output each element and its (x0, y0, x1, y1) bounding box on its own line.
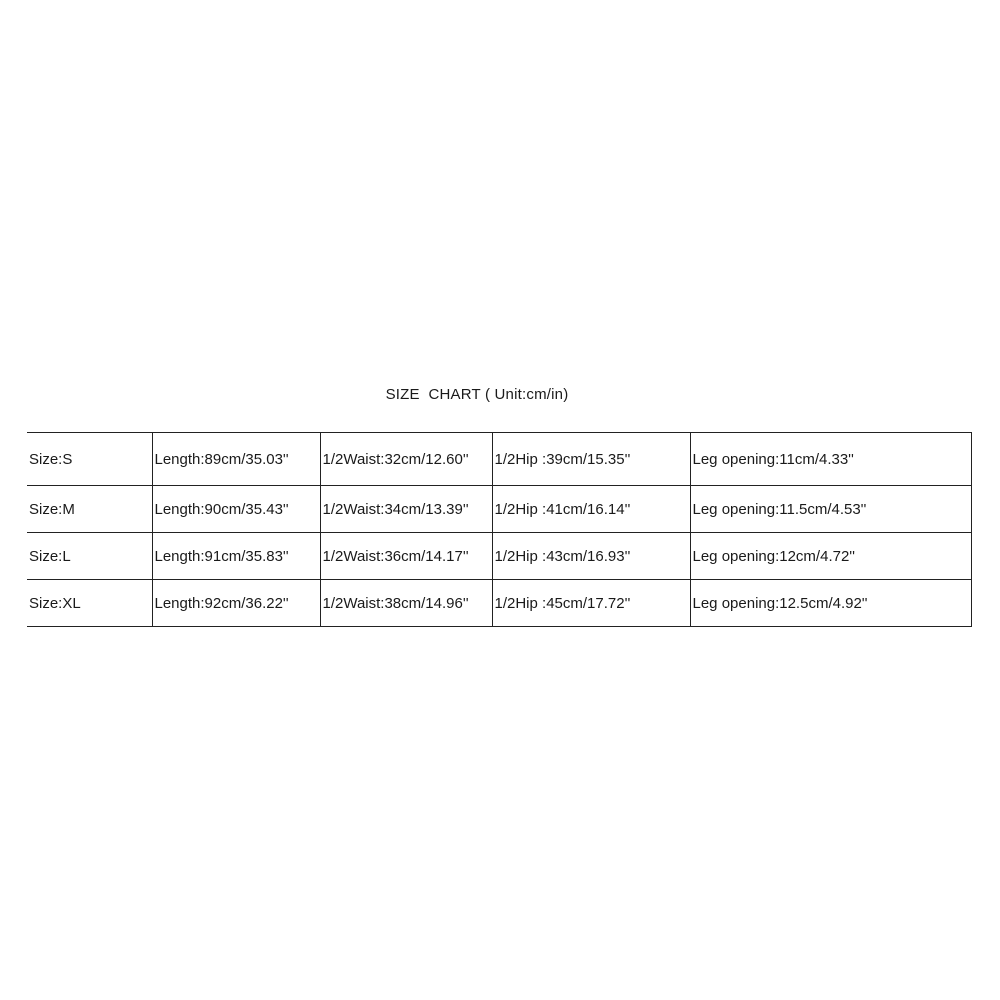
length-cell: Length:89cm/35.03'' (152, 433, 320, 486)
size-cell: Size:L (27, 533, 152, 580)
waist-cell: 1/2Waist:36cm/14.17'' (320, 533, 492, 580)
length-cell: Length:90cm/35.43'' (152, 486, 320, 533)
table-row (27, 433, 971, 486)
leg-opening-cell: Leg opening:11.5cm/4.53'' (690, 486, 971, 533)
table-row (27, 533, 971, 580)
size-chart-table (27, 432, 972, 627)
size-cell: Size:S (27, 433, 152, 486)
table-row (27, 580, 971, 627)
waist-cell: 1/2Waist:32cm/12.60'' (320, 433, 492, 486)
hip-cell: 1/2Hip :43cm/16.93'' (492, 533, 690, 580)
hip-cell: 1/2Hip :41cm/16.14'' (492, 486, 690, 533)
length-cell: Length:91cm/35.83'' (152, 533, 320, 580)
leg-opening-cell: Leg opening:12cm/4.72'' (690, 533, 971, 580)
table-row (27, 486, 971, 533)
hip-cell: 1/2Hip :45cm/17.72'' (492, 580, 690, 627)
length-cell: Length:92cm/36.22'' (152, 580, 320, 627)
leg-opening-cell: Leg opening:12.5cm/4.92'' (690, 580, 971, 627)
size-cell: Size:M (27, 486, 152, 533)
size-chart-title: SIZE CHART ( Unit:cm/in) (385, 386, 569, 403)
waist-cell: 1/2Waist:34cm/13.39'' (320, 486, 492, 533)
hip-cell: 1/2Hip :39cm/15.35'' (492, 433, 690, 486)
size-cell: Size:XL (27, 580, 152, 627)
waist-cell: 1/2Waist:38cm/14.96'' (320, 580, 492, 627)
leg-opening-cell: Leg opening:11cm/4.33'' (690, 433, 971, 486)
